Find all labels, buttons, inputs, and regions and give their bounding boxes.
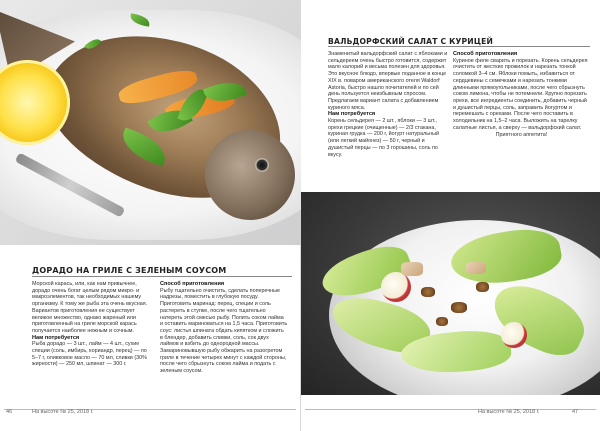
chicken-piece bbox=[466, 262, 486, 274]
waldorf-salad-photo bbox=[301, 192, 600, 395]
needed-heading: Нам потребуется bbox=[328, 111, 376, 118]
method-text: Рыбу тщательно очистить, сделать поперечные надрезы, поместить в глубокую посуду. Приготовить маринад: перец, специи и соль растереть в ступке, после чего тщательно натереть этой смесью рыбу. Полить соком лайма и оставить мариноваться на 1,5 часа. Приготовить соус: листья шпината обдать кипятком и сложить в блендер, добавить сливки, соль, сок двух лаймов и взбить до однородной массы. Замариновывшую рыбу обжарить на разогретом гриле в течение четырех минут с каждой стороны, после чего сбрызнуть соком лайма и подать с зеленым соусом. bbox=[160, 287, 288, 375]
recipe-title: ВАЛЬДОРФСКИЙ САЛАТ С КУРИЦЕЙ bbox=[328, 37, 494, 46]
title-rule bbox=[328, 46, 590, 47]
needed-heading: Нам потребуется bbox=[32, 334, 80, 341]
top-band bbox=[301, 0, 600, 32]
apple-slice bbox=[381, 272, 411, 302]
fish-head bbox=[205, 130, 295, 220]
walnut bbox=[476, 282, 489, 292]
closing-line: Приятного аппетита! bbox=[495, 132, 548, 139]
method-heading: Способ приготовления bbox=[160, 281, 225, 287]
title-rule bbox=[32, 276, 292, 277]
recipe-title: ДОРАДО НА ГРИЛЕ С ЗЕЛЕНЫМ СОУСОМ bbox=[32, 266, 227, 275]
magazine-issue: На высоте № 25, 2018 г. bbox=[32, 409, 94, 415]
footer-rule bbox=[305, 409, 596, 410]
page-number: 46 bbox=[6, 409, 13, 415]
page-number: 47 bbox=[572, 409, 579, 415]
intro-paragraph: Знаменитый вальдорфский салат с яблоками и сельдереем очень быстро готовится, содержит мало калорий и весьма полезен для здоровья. Это вкусное блюдо, впервые поданное в конце XIX в. поваром американского отеля Waldorf Astoria, быстро нашло почитателей и по сей день пользуется неизбывным спросом. Предлагаем вариант салата с добавлением куриного мяса. bbox=[328, 51, 448, 111]
walnut bbox=[436, 317, 448, 326]
left-column-2 bbox=[160, 281, 288, 375]
apple-slice bbox=[501, 322, 527, 348]
right-column-2 bbox=[453, 51, 590, 139]
walnut bbox=[421, 287, 435, 297]
needed-text: Рыба дорадо — 3 шт., лайм — 4 шт., сухие специи (соль, имбирь, кориандр, перец) — по 5–7 г, оливковое масло — 70 мл, сливки (30% жирности) — 250 мл, шпинат — 300 г. bbox=[32, 341, 147, 368]
grilled-dorado-photo bbox=[0, 0, 301, 245]
intro-paragraph: Морской карась, или, как нам привычнее, дорадо очень богат целым рядом микро- и макроэлементов, так необходимых нашему организму. К тому же рыба эта очень вкусная. Вариантов приготовления ее существует великое множество, однако жареный или приготовленный на гриле морской карась получается наиболее нежным и сочным. bbox=[32, 281, 148, 334]
left-column-1 bbox=[32, 281, 154, 368]
right-column-1 bbox=[328, 51, 448, 158]
fish-eye bbox=[255, 158, 269, 172]
chicken-piece bbox=[401, 262, 423, 276]
walnut bbox=[451, 302, 467, 313]
magazine-issue: На высоте № 25, 2018 г. bbox=[478, 409, 540, 415]
needed-text: Корень сельдерея — 2 шт., яблоки — 3 шт., орехи грецкие (очищенные) — 2/3 стакана, куриная грудка — 200 г, йогурт натуральный (или легкий майонез) — 50 г, черный и душистый перцы — по 3 горошины, соль по вкусу. bbox=[328, 118, 439, 158]
method-text: Куриное филе сварить и порезать. Корень сельдерея очистить от жестких прожилок и нарезать тонкой соломкой 3–4 см. Яблоки помыть, избавиться от сердцевины с семечками и нарезать тонкими длинными прямоугольниками, после чего сбрызнуть соком лимона, чтобы не потемнели. Крупно порезать орехи, все ингредиенты соединить, добавить черный и душистый перцы, соль, заправить йогуртом и перемешать с орехами. После чего поставить в холодильник на 1,5–2 часа. Выложить на тарелку салатные листья, а сверху — вальдорфский салат. bbox=[453, 57, 588, 131]
method-heading: Способ приготовления bbox=[453, 51, 518, 57]
